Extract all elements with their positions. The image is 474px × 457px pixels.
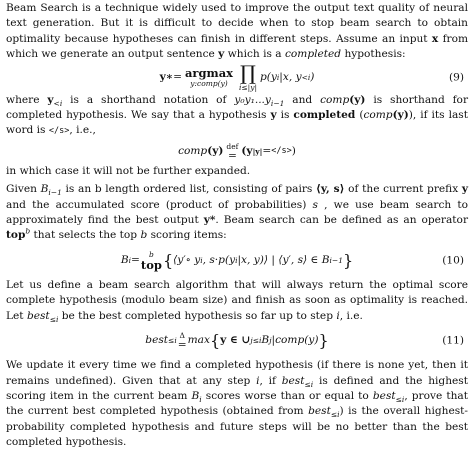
max-label: max	[187, 334, 210, 347]
text: is a shorthand notation of	[62, 93, 235, 106]
equation-11: best ≤i Δ = max { y ∈ ∪ j≤i B j |comp(y) } (11)	[145, 331, 464, 352]
math-y: y	[218, 48, 225, 61]
math-sub: i	[199, 395, 202, 405]
delta-equals	[178, 332, 187, 350]
math-seq: y₀y₁...y	[234, 93, 271, 106]
math-y: y	[47, 93, 54, 106]
def-label: def	[226, 141, 239, 151]
def-equals	[226, 143, 238, 161]
eq-body: =	[262, 145, 272, 158]
delta-label: Δ	[179, 331, 185, 341]
text: Beam Search is a technique widely used to improve the output text quality of neural text generation. But it is difficult to decide when to stop beam search to obtain optimality because hypotheses can finish in different steps. Assume an input	[6, 2, 468, 45]
text: scoring items:	[147, 229, 227, 242]
math-sub: i−1	[48, 188, 62, 198]
eq-body: (y	[241, 145, 253, 158]
eq-body: |x, y)⟩ | ⟨y′, s⟩ ∈ B	[237, 254, 330, 267]
math-sub: ≤i	[330, 410, 340, 420]
emphasis-completed: completed	[284, 48, 342, 61]
equation-comp-def: comp (y) def = (y |y| = </s> )	[178, 141, 296, 162]
math-y: y	[461, 183, 469, 196]
top-operator	[141, 251, 162, 271]
eq-lhs: best	[145, 334, 169, 347]
text: of the current prefix	[344, 183, 462, 196]
eq-body: ⟨y′∘ y	[173, 254, 201, 267]
paragraph-expansion	[6, 164, 468, 179]
math-y: y	[270, 109, 277, 122]
eq-lhs: comp	[178, 145, 208, 158]
eq-body: p(y	[259, 70, 277, 83]
eq-body: |comp(y)	[271, 334, 319, 347]
text: , if	[259, 374, 282, 387]
text: ), if its last word is	[6, 109, 468, 137]
paragraph-proof	[6, 358, 468, 450]
text: hypothesis:	[341, 48, 406, 61]
eq-body: )	[291, 145, 296, 158]
math-x: x	[431, 32, 439, 45]
eos-token: </s>	[271, 146, 292, 157]
text: scores worse than or equal to	[201, 389, 373, 402]
math-i: i	[256, 374, 260, 387]
math-sub: ≤i	[395, 395, 405, 405]
text: from which we generate an output sentence	[6, 32, 468, 61]
text: which is a	[224, 48, 285, 61]
product-operator	[239, 63, 257, 92]
text: is	[276, 109, 294, 122]
math-sub: i−1	[270, 98, 285, 108]
equation-9: y∗ = argmax y:comp(y) ∏ i≤|y| p(y i |x, y <i ) (9)	[159, 61, 464, 93]
math-best: best	[372, 389, 396, 402]
argmax-label: argmax	[184, 66, 233, 81]
equation-number: (10)	[442, 254, 464, 267]
bold-completed: completed	[293, 109, 356, 122]
text: is shorthand for completed hypothesis. We say that a hypothesis	[6, 93, 469, 122]
math-top: top	[6, 229, 26, 242]
math-best: best	[308, 405, 331, 418]
eq-body: B	[261, 334, 270, 347]
text: We update it every time we find a completed hypothesis (if there is none yet, then it remains undefined). Given that at any step	[6, 359, 468, 387]
text: Let us define a beam search algorithm that will always return the optimal score complete hypothesis (modulo beam size) and finish as soon as optimality is reached. Let	[6, 278, 468, 322]
product-symbol: ∏	[240, 61, 256, 86]
eq-body: y ∈ ∪	[220, 334, 251, 347]
eos-token: </s>	[48, 126, 70, 137]
math-B: B	[191, 389, 200, 402]
delta-equals-sign: =	[177, 339, 187, 352]
eq-body: )	[310, 70, 315, 83]
math-ystar: y*	[203, 214, 216, 227]
eq-body: |x, y	[279, 70, 302, 83]
math-best: best	[281, 374, 305, 387]
text: ) is the overall highest-probability completed hypothesis and future steps will be no better than the best completed hypothesis.	[6, 405, 468, 449]
math-sub: <i	[53, 98, 63, 108]
math-arg: (y)	[349, 93, 366, 106]
math-B: B	[40, 183, 49, 196]
top-label: top	[140, 257, 162, 272]
text: , prove that the current best completed hypothesis (obtained from	[6, 389, 468, 418]
eq-lhs: y∗	[159, 70, 174, 83]
math-b: b	[140, 229, 148, 242]
paragraph-definition	[6, 93, 468, 140]
text: , i.e.,	[69, 124, 96, 137]
equation-number: (9)	[448, 70, 464, 83]
math-arg: (y)	[392, 109, 409, 122]
text: be the best completed hypothesis so far up to step	[58, 309, 337, 322]
brace-close: }	[342, 251, 354, 271]
math-sub: ≤i	[49, 314, 59, 324]
brace-close: }	[318, 331, 329, 351]
equation-number: (11)	[442, 334, 464, 347]
brace-open: {	[162, 251, 174, 271]
eq-arg: (y)	[207, 145, 224, 158]
text: in which case it will not be further expanded.	[6, 164, 251, 177]
eq-lhs: B	[120, 254, 129, 267]
text: , we use beam search to approximately find the best output	[6, 198, 468, 227]
text: is defined and the highest scoring item in the current beam	[6, 374, 468, 402]
text: Given	[6, 183, 41, 196]
text: . Beam search can be defined as an operator	[215, 214, 469, 227]
eq-equals: =	[131, 254, 140, 267]
text: and	[284, 93, 321, 106]
argmax-operator	[185, 67, 233, 88]
paragraph-intro	[6, 1, 468, 63]
math-best: best	[26, 309, 50, 322]
eq-body: , s·p(y	[202, 254, 236, 267]
product-subscript: i≤|y|	[239, 83, 257, 93]
math-i: i	[336, 309, 340, 322]
argmax-subscript: y:comp(y)	[190, 79, 228, 89]
math-comp: comp	[363, 109, 393, 122]
math-s: s	[312, 198, 318, 211]
def-equals-sign: =	[227, 149, 237, 162]
top-superscript: b	[149, 249, 154, 259]
math-comp: comp	[320, 93, 350, 106]
text: (	[355, 109, 364, 122]
text: where	[6, 93, 48, 106]
paragraph-optimal	[6, 278, 468, 324]
eq-equals: =	[173, 70, 182, 83]
brace-open: {	[209, 331, 221, 351]
equation-10: B i = b top { ⟨y′∘ y i , s·p(y i |x, y)⟩ | ⟨y′, s⟩ ∈ B i−1 } (10)	[120, 249, 464, 272]
math-sup: b	[25, 226, 31, 236]
math-sub: ≤i	[304, 379, 314, 389]
math-pair: ⟨y, s⟩	[316, 183, 345, 196]
text: is an b length ordered list, consisting of pairs	[61, 183, 317, 196]
text: that selects the top	[30, 229, 141, 242]
paragraph-beam	[6, 182, 468, 244]
text: and the accumulated score (product of probabilities)	[6, 198, 313, 211]
text: , i.e.	[339, 309, 363, 322]
